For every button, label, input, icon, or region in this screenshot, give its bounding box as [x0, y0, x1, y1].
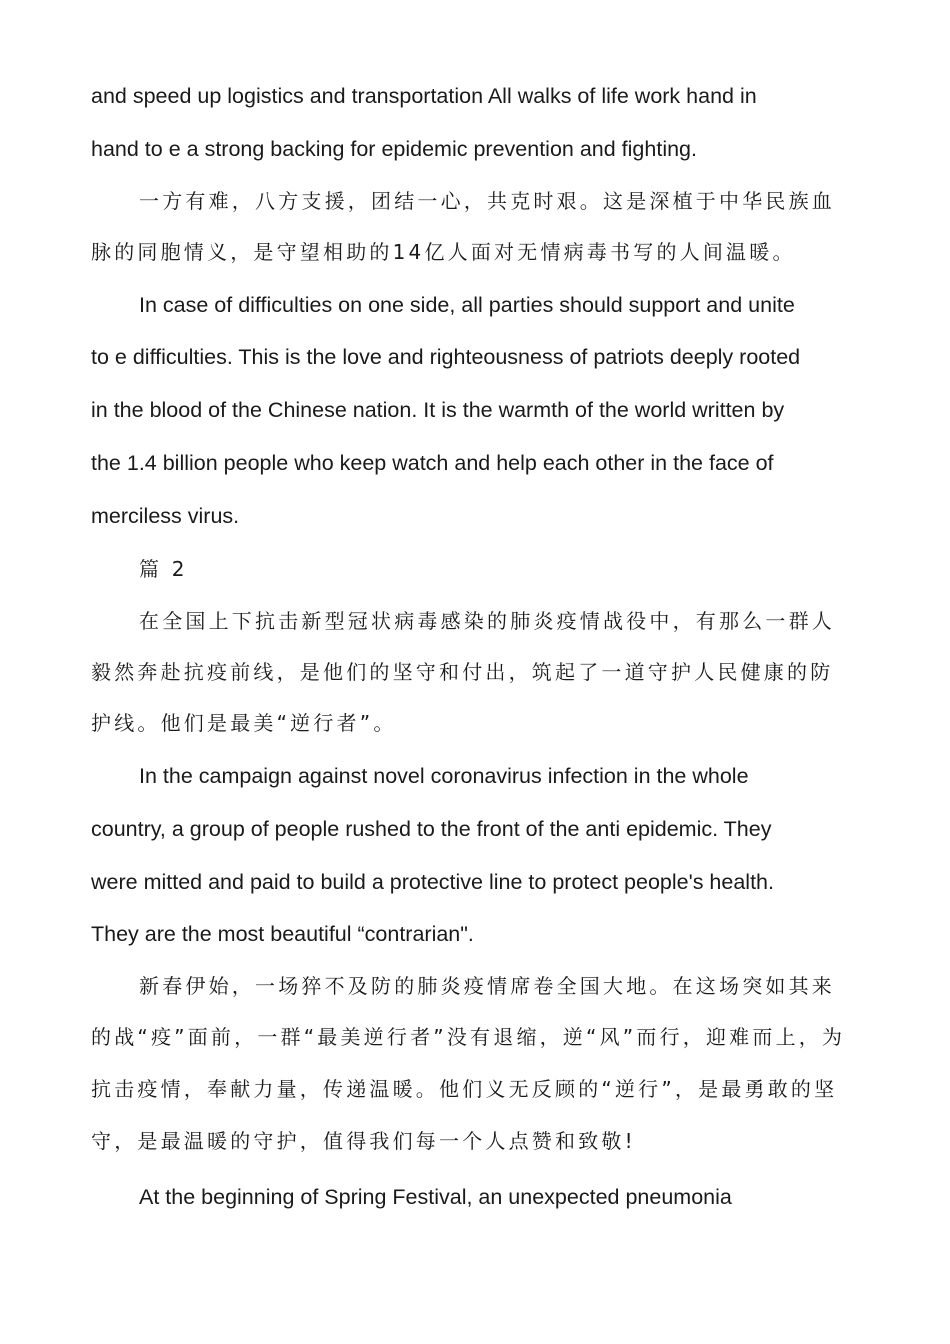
text-line: 的战“疫”面前，一群“最美逆行者”没有退缩，逆“风”而行，迎难而上，为 — [91, 1025, 846, 1049]
text-line: At the beginning of Spring Festival, an unexpected pneumonia — [139, 1185, 732, 1209]
text-line: merciless virus. — [91, 504, 240, 528]
text-line: and speed up logistics and transportation All walks of life work hand in — [91, 84, 757, 108]
text-line: 新春伊始，一场猝不及防的肺炎疫情席卷全国大地。在这场突如其来 — [139, 974, 835, 998]
text-line: 脉的同胞情义，是守望相助的14亿人面对无情病毒书写的人间温暖。 — [91, 240, 796, 264]
text-line: to e difficulties. This is the love and righteousness of patriots deeply rooted — [91, 345, 801, 369]
text-line: They are the most beautiful “contrarian". — [91, 922, 474, 946]
text-line: 护线。他们是最美“逆行者”。 — [91, 711, 397, 735]
text-line: 毅然奔赴抗疫前线，是他们的坚守和付出，筑起了一道守护人民健康的防 — [91, 660, 834, 684]
text-line: the 1.4 billion people who keep watch and help each other in the face of — [91, 451, 774, 475]
text-line: country, a group of people rushed to the front of the anti epidemic. They — [91, 817, 772, 841]
text-line: 抗击疫情，奉献力量，传递温暖。他们义无反顾的“逆行”，是最勇敢的坚 — [91, 1077, 838, 1101]
text-line: in the blood of the Chinese nation. It is the warmth of the world written by — [91, 398, 785, 422]
section-heading: 篇 2 — [139, 557, 188, 581]
text-line: In case of difficulties on one side, all parties should support and unite — [139, 293, 795, 317]
text-line: were mitted and paid to build a protective line to protect people's health. — [91, 870, 774, 894]
text-line: In the campaign against novel coronavirus infection in the whole — [139, 764, 749, 788]
text-line: 一方有难，八方支援，团结一心，共克时艰。这是深植于中华民族血 — [139, 189, 835, 213]
text-line: 在全国上下抗击新型冠状病毒感染的肺炎疫情战役中，有那么一群人 — [139, 609, 835, 633]
text-line: hand to e a strong backing for epidemic prevention and fighting. — [91, 137, 697, 161]
text-line: 守，是最温暖的守护，值得我们每一个人点赞和致敬! — [91, 1129, 636, 1153]
